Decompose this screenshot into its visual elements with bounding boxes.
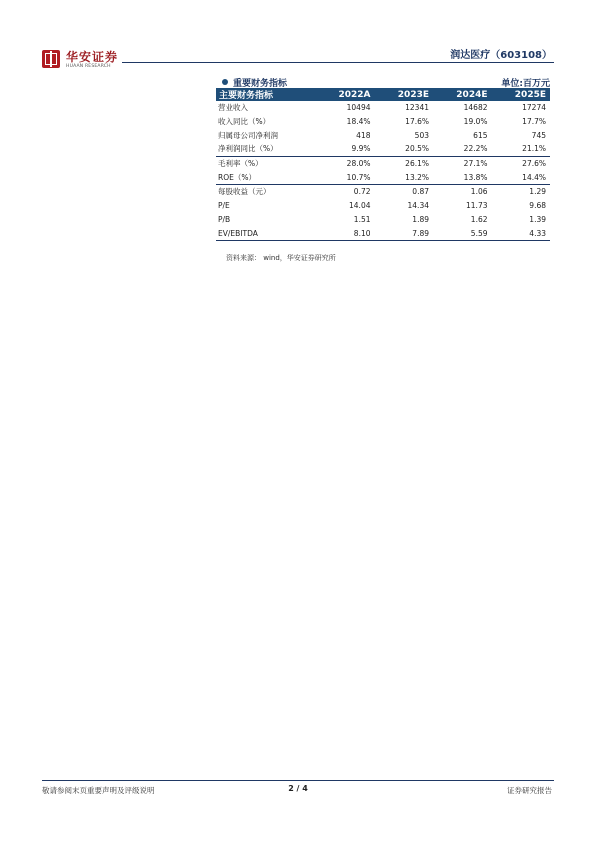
table-cell: 1.06: [433, 185, 492, 199]
table-cell: 14.4%: [522, 172, 546, 182]
table-cell: 4.33: [492, 226, 551, 240]
table-row: [216, 128, 550, 142]
row-label: 每股收益（元）: [216, 185, 316, 199]
table-cell: 7.89: [375, 226, 434, 240]
logo-text-en: HUAAN RESEARCH: [66, 64, 111, 69]
table-cell: 1.39: [529, 214, 546, 224]
col-header-2022a: 2022A: [338, 89, 371, 100]
table-cell: 18.4%: [346, 117, 371, 127]
row-label: 收入同比（%）: [218, 117, 271, 127]
table-cell: 17.6%: [405, 117, 429, 127]
table-cell: 1.89: [412, 214, 429, 224]
header-divider: [122, 62, 554, 63]
row-label: P/E: [218, 201, 230, 211]
huaan-logo: [42, 50, 122, 74]
source-note: 资料来源： wind，华安证券研究所: [226, 254, 336, 262]
table-cell: 1.62: [470, 214, 488, 224]
section-title-text: 重要财务指标: [233, 79, 288, 89]
table-cell: 503: [414, 130, 429, 140]
table-row: [216, 170, 550, 184]
table-cell: 27.1%: [433, 156, 492, 170]
row-label: 归属母公司净利润: [218, 130, 278, 140]
table-cell: 615: [473, 130, 488, 140]
bullet-icon: [222, 79, 228, 85]
table-cell: 12341: [405, 103, 429, 113]
table-cell: 9.9%: [351, 144, 371, 154]
row-label: ROE（%）: [218, 172, 256, 182]
table-row: [216, 226, 550, 240]
table-cell: 10494: [346, 103, 371, 113]
table-cell: 17.7%: [522, 117, 546, 127]
table-cell: 9.68: [529, 201, 546, 211]
table-cell: 0.87: [375, 185, 434, 199]
table-cell: 0.72: [316, 185, 375, 199]
table-row: [216, 101, 550, 115]
row-label: 营业收入: [218, 103, 248, 113]
table-row: [216, 115, 550, 129]
table-cell: 418: [356, 130, 371, 140]
footer-report-type: 证券研究报告: [507, 786, 552, 795]
huaan-seal-icon: [42, 50, 60, 68]
table-cell: 28.0%: [316, 156, 375, 170]
table-cell: 745: [531, 130, 546, 140]
table-cell: 14682: [463, 103, 488, 113]
col-header-2024e: 2024E: [456, 89, 488, 100]
table-cell: 5.59: [433, 226, 492, 240]
col-header-2025e: 2025E: [514, 89, 546, 100]
table-header-row: [216, 88, 550, 101]
unit-label: 单位:百万元: [501, 79, 550, 89]
logo-text-cn: 华安证券: [66, 50, 119, 64]
table-cell: 20.5%: [405, 144, 429, 154]
footer-divider: [42, 780, 554, 781]
table-cell: 13.8%: [463, 172, 488, 182]
row-label: 净利润同比（%）: [218, 144, 278, 154]
table-row: [216, 185, 550, 199]
table-row: [216, 199, 550, 213]
financial-table: [216, 88, 550, 241]
table-cell: 17274: [522, 103, 546, 113]
col-header-metric: 主要财务指标: [219, 91, 274, 101]
table-cell: 27.6%: [492, 156, 551, 170]
table-cell: 11.73: [466, 201, 488, 211]
row-label: 毛利率（%）: [216, 156, 316, 170]
row-label: EV/EBITDA: [216, 226, 316, 240]
table-row: [216, 156, 550, 170]
table-cell: 22.2%: [463, 144, 488, 154]
table-cell: 1.29: [492, 185, 551, 199]
table-cell: 1.51: [353, 214, 371, 224]
table-row: [216, 213, 550, 227]
table-cell: 14.04: [349, 201, 371, 211]
table-cell: 10.7%: [346, 172, 371, 182]
table-cell: 26.1%: [375, 156, 434, 170]
table-cell: 8.10: [316, 226, 375, 240]
table-cell: 21.1%: [522, 144, 546, 154]
footer-disclaimer: 敬请参阅末页重要声明及评级说明: [42, 786, 155, 795]
table-cell: 19.0%: [463, 117, 488, 127]
page-number: 2 / 4: [288, 784, 308, 793]
col-header-2023e: 2023E: [397, 89, 429, 100]
company-ticker: 润达医疗（603108）: [450, 50, 552, 61]
table-cell: 14.34: [407, 201, 429, 211]
table-cell: 13.2%: [405, 172, 429, 182]
row-label: P/B: [218, 214, 231, 224]
table-row: [216, 142, 550, 156]
